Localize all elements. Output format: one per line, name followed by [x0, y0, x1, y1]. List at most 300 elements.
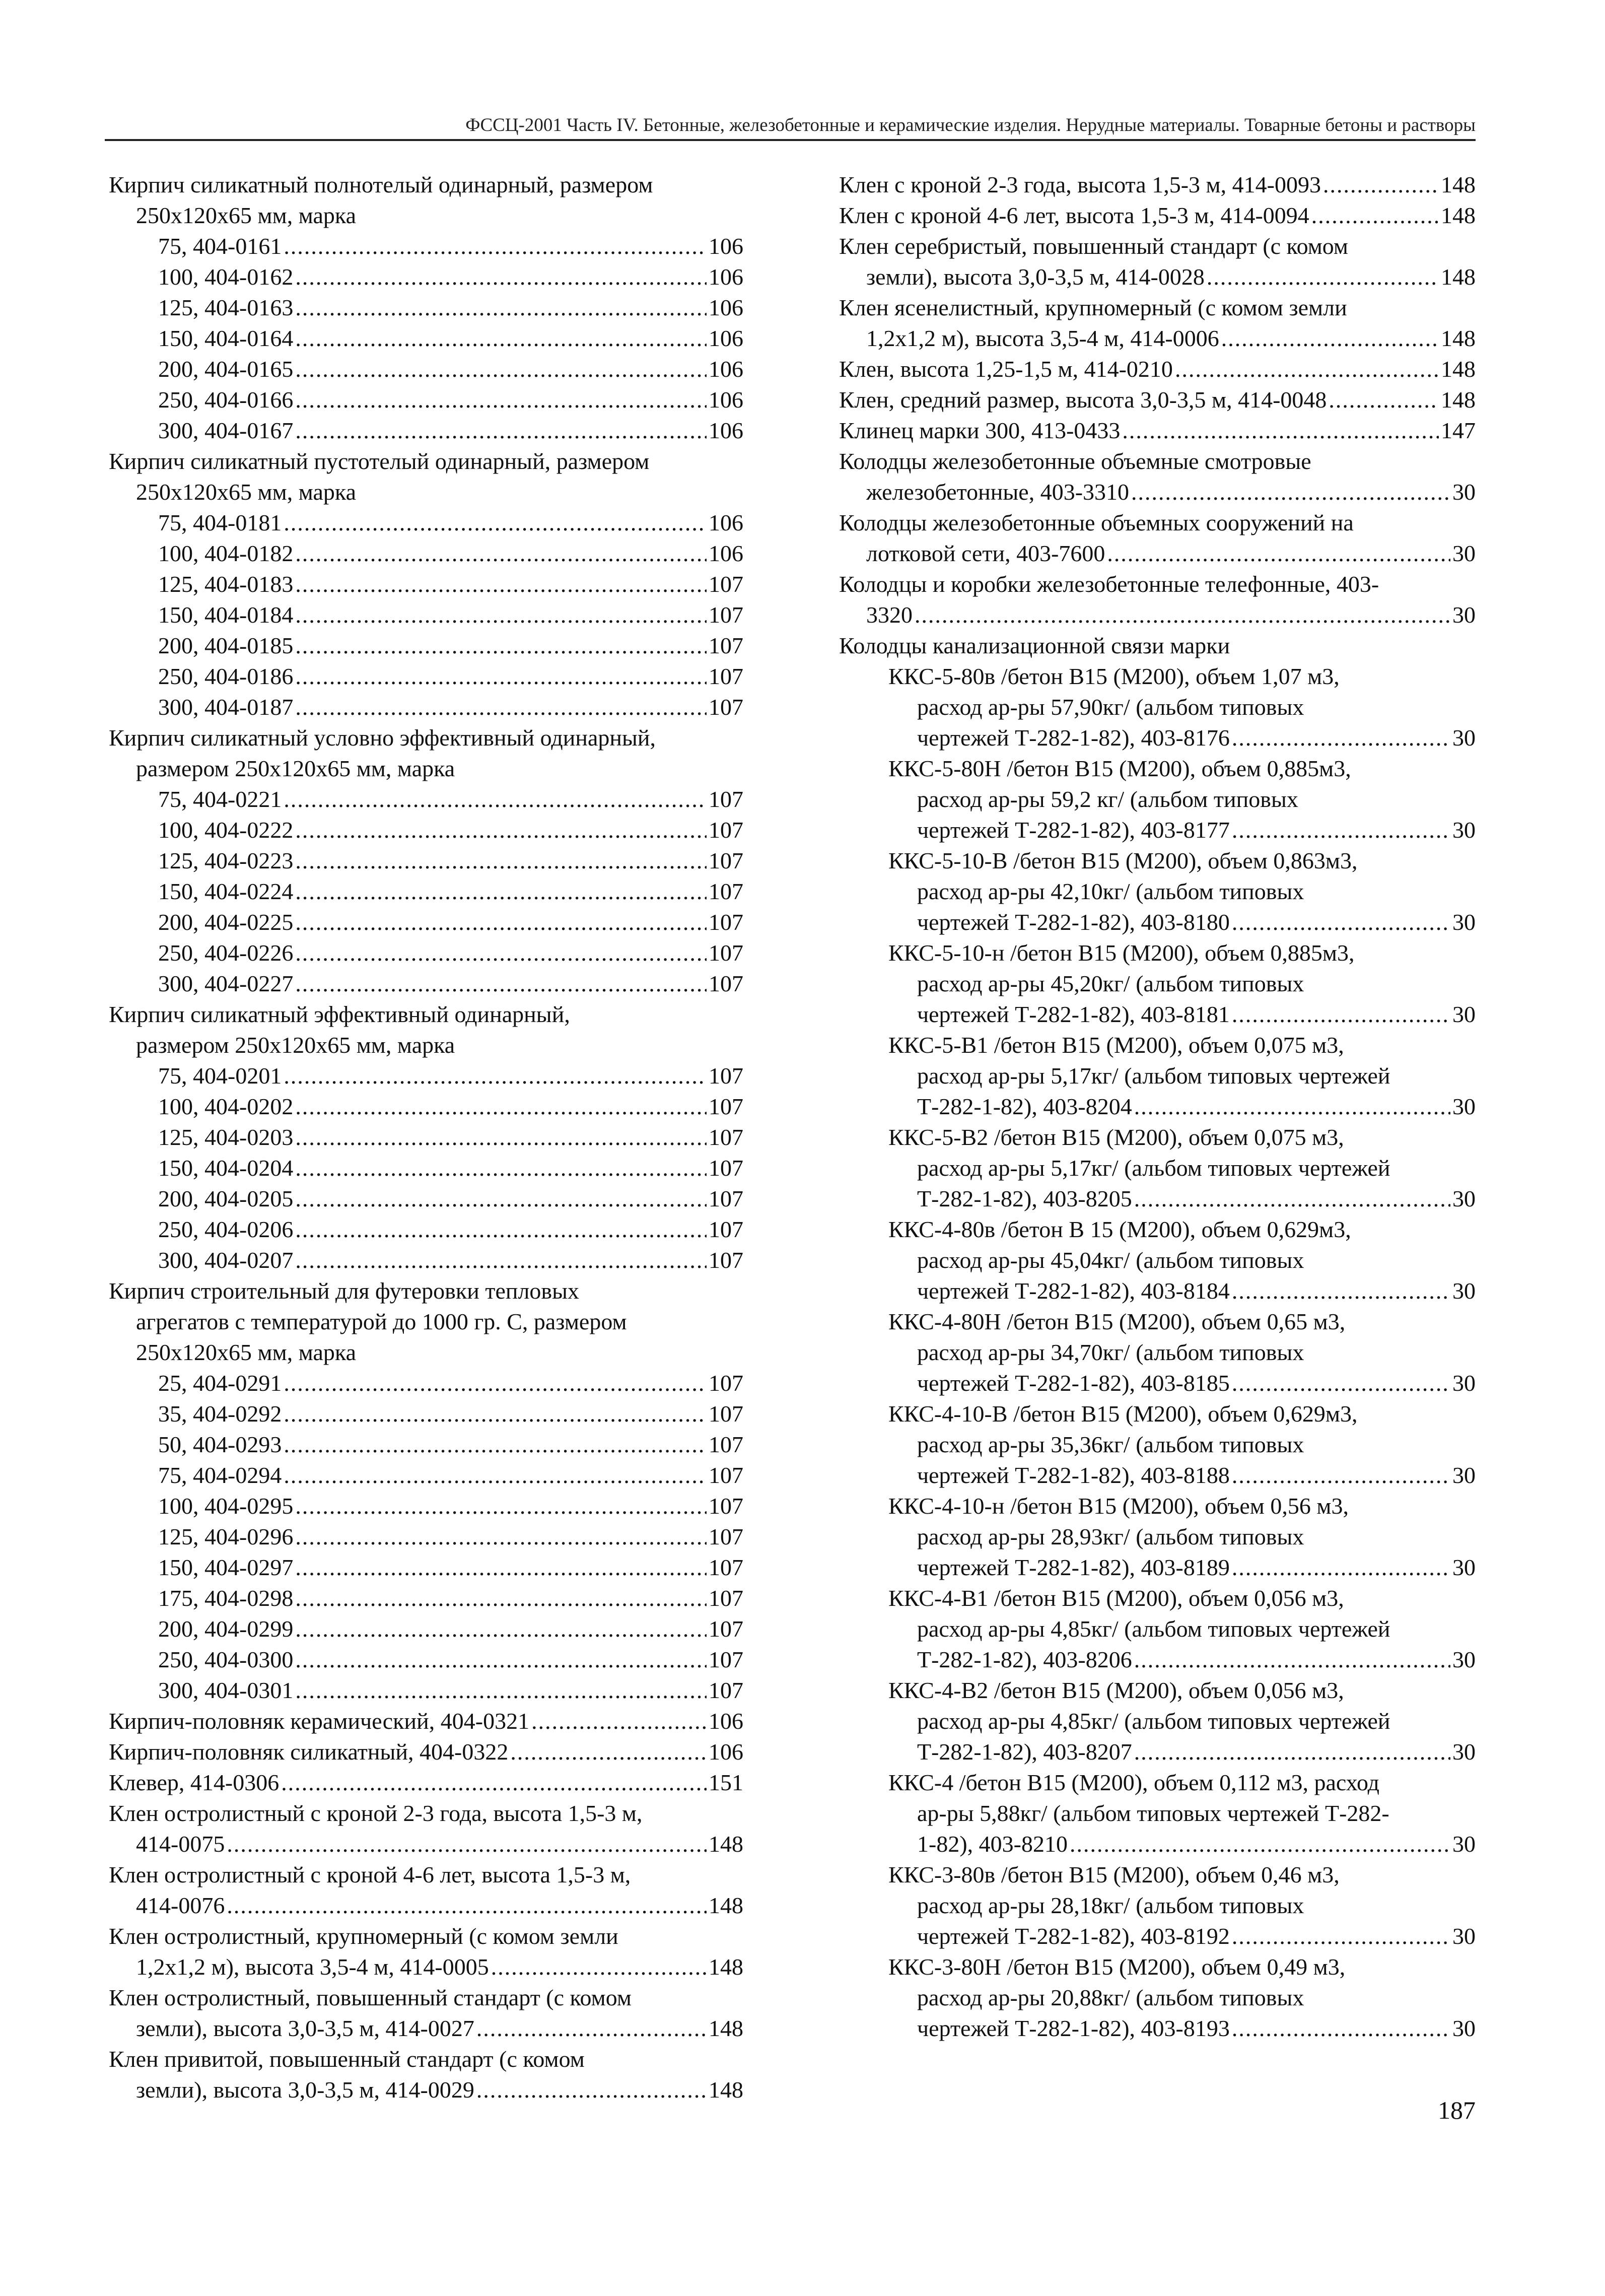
leader-dots	[1232, 999, 1450, 1030]
leader-dots	[1232, 1275, 1450, 1306]
leader-dots	[295, 1583, 707, 1613]
entry-text: чертежей Т-282-1-82), 403-8193	[917, 2015, 1230, 2041]
entry-sub-row	[109, 1398, 743, 1429]
leader-dots	[1311, 200, 1439, 231]
index-entry	[839, 292, 1476, 354]
entry-sub-row	[109, 1583, 743, 1613]
page-ref: 107	[709, 817, 743, 843]
page-ref: 148	[1441, 356, 1476, 382]
sub-entry-last-row	[839, 1921, 1476, 1951]
entry-last-row	[839, 261, 1476, 292]
entry-text: 414-0076	[136, 1893, 225, 1918]
index-entry	[109, 1859, 743, 1921]
leader-dots	[295, 815, 707, 845]
entry-text: 125, 404-0223	[158, 848, 294, 873]
page-ref: 30	[1452, 602, 1476, 628]
leader-dots	[1207, 261, 1439, 292]
index-entry	[839, 200, 1476, 231]
entry-sub-row	[109, 1153, 743, 1183]
entry-text: 150, 404-0224	[158, 879, 294, 904]
page-ref: 107	[709, 1677, 743, 1703]
page-ref: 107	[709, 663, 743, 689]
leader-dots	[1122, 415, 1439, 446]
entry-last-row	[109, 1829, 743, 1859]
entry-text: земли), высота 3,0-3,5 м, 414-0027	[136, 2015, 474, 2041]
page-ref: 147	[1441, 418, 1476, 443]
index-entry	[109, 1921, 743, 1982]
entry-text: чертежей Т-282-1-82), 403-8177	[917, 817, 1230, 843]
page-ref: 148	[709, 1954, 743, 1980]
leader-dots	[915, 599, 1450, 630]
entry-text: железобетонные, 403-3310	[866, 479, 1130, 505]
entry-text: 150, 404-0297	[158, 1555, 294, 1580]
page-ref: 106	[709, 264, 743, 290]
entry-text: 35, 404-0292	[158, 1401, 282, 1427]
page-ref: 30	[1452, 725, 1476, 751]
entry-sub-row	[109, 323, 743, 354]
entry-sub-row	[109, 907, 743, 937]
sub-entry-line: расход ар-ры 4,85кг/ (альбом типовых чертежей	[917, 1708, 1390, 1734]
leader-dots	[295, 1521, 707, 1552]
entry-line: Клен остролистный с кроной 4-6 лет, высота 1,5-3 м,	[109, 1862, 631, 1887]
leader-dots	[295, 354, 707, 384]
leader-dots	[295, 1122, 707, 1153]
leader-dots	[227, 1890, 707, 1921]
leader-dots	[295, 538, 707, 569]
page-ref: 106	[709, 325, 743, 351]
entry-text: 125, 404-0296	[158, 1524, 294, 1549]
entry-last-row	[839, 599, 1476, 630]
entry-text: 125, 404-0183	[158, 571, 294, 597]
sub-entry-line: ар-ры 5,88кг/ (альбом типовых чертежей Т-282-	[917, 1800, 1389, 1826]
entry-text: 100, 404-0295	[158, 1493, 294, 1519]
leader-dots	[1134, 1091, 1450, 1122]
entry-line: 250х120х65 мм, марка	[136, 479, 356, 505]
leader-dots	[1232, 1921, 1450, 1951]
entry-sub-row	[109, 1245, 743, 1275]
entry-sub-row	[109, 569, 743, 599]
page-ref: 107	[709, 633, 743, 658]
entry-last-row	[109, 1706, 743, 1736]
index-entry	[839, 446, 1476, 507]
page-ref: 151	[709, 1770, 743, 1795]
index-column-right	[839, 169, 1476, 2044]
leader-dots	[295, 630, 707, 661]
leader-dots	[1232, 2013, 1450, 2044]
page-ref: 106	[709, 1739, 743, 1765]
page-ref: 107	[709, 694, 743, 720]
sub-entry-last-row	[839, 1552, 1476, 1583]
entry-line: 250х120х65 мм, марка	[136, 202, 356, 228]
page-ref: 107	[709, 786, 743, 812]
entry-text: Т-282-1-82), 403-8205	[917, 1186, 1132, 1211]
entry-line: Колодцы железобетонные объемных сооружений на	[839, 510, 1354, 535]
entry-sub-row	[109, 507, 743, 538]
leader-dots	[1232, 722, 1450, 753]
page-ref: 148	[1441, 387, 1476, 413]
entry-text: 1,2х1,2 м), высота 3,5-4 м, 414-0005	[136, 1954, 489, 1980]
leader-dots	[295, 1214, 707, 1245]
sub-entry-line: расход ар-ры 57,90кг/ (альбом типовых	[917, 694, 1304, 720]
leader-dots	[1107, 538, 1450, 569]
leader-dots	[295, 845, 707, 876]
entry-last-row	[839, 354, 1476, 384]
page-ref: 30	[1452, 1555, 1476, 1580]
leader-dots	[295, 569, 707, 599]
leader-dots	[295, 1613, 707, 1644]
leader-dots	[295, 1552, 707, 1583]
sub-entry-last-row	[839, 1829, 1476, 1859]
entry-sub-row	[109, 630, 743, 661]
entry-last-row	[109, 2074, 743, 2105]
leader-dots	[295, 661, 707, 692]
page-ref: 30	[1452, 1831, 1476, 1857]
sub-entry-line: расход ар-ры 34,70кг/ (альбом типовых	[917, 1339, 1304, 1365]
entry-text: 175, 404-0298	[158, 1585, 294, 1611]
entry-line: 250х120х65 мм, марка	[136, 1339, 356, 1365]
entry-sub-row	[109, 1429, 743, 1460]
leader-dots	[295, 968, 707, 999]
page-ref: 107	[709, 1155, 743, 1181]
page-ref: 106	[709, 387, 743, 413]
page-ref: 30	[1452, 1094, 1476, 1119]
entry-text: 1,2х1,2 м), высота 3,5-4 м, 414-0006	[866, 325, 1219, 351]
page-ref: 107	[709, 971, 743, 996]
entry-last-row	[839, 415, 1476, 446]
leader-dots	[476, 2074, 707, 2105]
page-ref: 107	[709, 879, 743, 904]
entry-sub-row	[109, 354, 743, 384]
page-ref: 30	[1452, 1739, 1476, 1765]
entry-text: 75, 404-0201	[158, 1063, 282, 1089]
sub-entry-line: расход ар-ры 4,85кг/ (альбом типовых чертежей	[917, 1616, 1390, 1642]
leader-dots	[295, 599, 707, 630]
index-column-left	[109, 169, 743, 2105]
entry-text: 200, 404-0299	[158, 1616, 294, 1642]
page-ref: 107	[709, 848, 743, 873]
entry-sub-row	[109, 415, 743, 446]
page-ref: 148	[1441, 264, 1476, 290]
leader-dots	[531, 1706, 707, 1736]
entry-line: Кирпич силикатный пустотелый одинарный, размером	[109, 448, 650, 474]
entry-line: Кирпич строительный для футеровки тепловых	[109, 1278, 580, 1304]
index-entry	[109, 1798, 743, 1859]
running-header	[105, 101, 1476, 141]
index-entry	[839, 354, 1476, 384]
entry-text: 75, 404-0221	[158, 786, 282, 812]
entry-line: Клен остролистный, повышенный стандарт (с комом	[109, 1985, 632, 2010]
leader-dots	[1070, 1829, 1450, 1859]
entry-sub-row	[109, 261, 743, 292]
page-ref: 106	[709, 356, 743, 382]
page-ref: 107	[709, 1063, 743, 1089]
entry-text: 150, 404-0164	[158, 325, 294, 351]
entry-line: Колодцы канализационной связи марки	[839, 633, 1230, 658]
sub-entry-last-row	[839, 1368, 1476, 1398]
entry-text: 150, 404-0184	[158, 602, 294, 628]
entry-last-row	[109, 1736, 743, 1767]
entry-sub-row	[109, 876, 743, 907]
entry-text: Клен, средний размер, высота 3,0-3,5 м, 414-0048	[839, 387, 1327, 413]
page-ref: 107	[709, 1524, 743, 1549]
sub-entry-line: ККС-4-В2 /бетон В15 (М200), объем 0,056 м3,	[888, 1677, 1344, 1703]
leader-dots	[284, 1060, 707, 1091]
entry-line: Колодцы и коробки железобетонные телефонные, 403-	[839, 571, 1379, 597]
entry-text: 200, 404-0165	[158, 356, 294, 382]
entry-text: Клен с кроной 4-6 лет, высота 1,5-3 м, 414-0094	[839, 202, 1309, 228]
page-ref: 107	[709, 1585, 743, 1611]
page-ref: 106	[709, 510, 743, 535]
index-entry	[109, 446, 743, 722]
entry-line: агрегатов с температурой до 1000 гр. С, размером	[136, 1309, 627, 1334]
entry-sub-row	[109, 1214, 743, 1245]
index-entry	[109, 1767, 743, 1798]
sub-entry-line: ККС-5-10-В /бетон В15 (М200), объем 0,863м3,	[888, 848, 1358, 873]
entry-text: Клевер, 414-0306	[109, 1770, 280, 1795]
leader-dots	[295, 876, 707, 907]
index-entry	[109, 1706, 743, 1736]
index-entry	[109, 1275, 743, 1706]
sub-entry-line: ККС-4 /бетон В15 (М200), объем 0,112 м3, расход	[888, 1770, 1380, 1795]
sub-entry-line: ККС-4-80в /бетон В 15 (М200), объем 0,629м3,	[888, 1217, 1351, 1242]
leader-dots	[295, 1675, 707, 1706]
sub-entry-line: ККС-4-В1 /бетон В15 (М200), объем 0,056 м3,	[888, 1585, 1344, 1611]
entry-text: Т-282-1-82), 403-8207	[917, 1739, 1132, 1765]
entry-text: 300, 404-0167	[158, 418, 294, 443]
entry-sub-row	[109, 1368, 743, 1398]
index-entry	[839, 569, 1476, 630]
entry-line: Клен ясенелистный, крупномерный (с комом земли	[839, 295, 1347, 320]
sub-entry-line: расход ар-ры 20,88кг/ (альбом типовых	[917, 1985, 1304, 2010]
page-ref: 106	[709, 233, 743, 259]
entry-text: 150, 404-0204	[158, 1155, 294, 1181]
sub-entry-line: расход ар-ры 5,17кг/ (альбом типовых чертежей	[917, 1155, 1390, 1181]
entry-line: Клен остролистный с кроной 2-3 года, высота 1,5-3 м,	[109, 1800, 643, 1826]
index-entry	[109, 722, 743, 999]
entry-sub-row	[109, 1644, 743, 1675]
entry-text: 250, 404-0186	[158, 663, 294, 689]
sub-entry-last-row	[839, 999, 1476, 1030]
sub-entry-line: расход ар-ры 28,93кг/ (альбом типовых	[917, 1524, 1304, 1549]
page-ref: 107	[709, 571, 743, 597]
leader-dots	[1134, 1183, 1450, 1214]
sub-entry-last-row	[839, 2013, 1476, 2044]
entry-line: размером 250х120х65 мм, марка	[136, 1032, 455, 1058]
entry-text: 250, 404-0206	[158, 1217, 294, 1242]
leader-dots	[1232, 815, 1450, 845]
entry-sub-row	[109, 661, 743, 692]
entry-line: Кирпич силикатный эффективный одинарный,	[109, 1001, 570, 1027]
entry-line: Клен привитой, повышенный стандарт (с комом	[109, 2046, 585, 2072]
leader-dots	[295, 1183, 707, 1214]
index-entry	[109, 169, 743, 446]
entry-text: 250, 404-0166	[158, 387, 294, 413]
entry-sub-row	[109, 292, 743, 323]
page-ref: 107	[709, 1432, 743, 1457]
index-entry	[109, 1736, 743, 1767]
sub-entry-line: ККС-5-В1 /бетон В15 (М200), объем 0,075 м3,	[888, 1032, 1344, 1058]
entry-line: Клен остролистный, крупномерный (с комом земли	[109, 1923, 618, 1949]
leader-dots	[284, 1368, 707, 1398]
index-entry	[839, 630, 1476, 2044]
entry-sub-row	[109, 937, 743, 968]
entry-text: чертежей Т-282-1-82), 403-8184	[917, 1278, 1230, 1304]
leader-dots	[295, 692, 707, 722]
entry-text: 50, 404-0293	[158, 1432, 282, 1457]
entry-text: 200, 404-0205	[158, 1186, 294, 1211]
entry-text: 125, 404-0203	[158, 1124, 294, 1150]
entry-line: размером 250х120х65 мм, марка	[136, 756, 455, 781]
page-ref: 107	[709, 1493, 743, 1519]
entry-text: 100, 404-0222	[158, 817, 294, 843]
leader-dots	[1232, 1552, 1450, 1583]
entry-last-row	[109, 2013, 743, 2044]
page-ref: 107	[709, 602, 743, 628]
entry-text: 300, 404-0207	[158, 1247, 294, 1273]
page-ref: 30	[1452, 817, 1476, 843]
leader-dots	[295, 415, 707, 446]
page-ref: 30	[1452, 1278, 1476, 1304]
index-entry	[839, 169, 1476, 200]
leader-dots	[295, 1091, 707, 1122]
page-ref: 106	[709, 295, 743, 320]
entry-text: Кирпич-половняк керамический, 404-0321	[109, 1708, 530, 1734]
entry-text: лотковой сети, 403-7600	[866, 541, 1105, 566]
leader-dots	[295, 384, 707, 415]
entry-text: Кирпич-половняк силикатный, 404-0322	[109, 1739, 509, 1765]
entry-sub-row	[109, 1060, 743, 1091]
page-ref: 107	[709, 909, 743, 935]
page-ref: 30	[1452, 1186, 1476, 1211]
entry-line: Кирпич силикатный полнотелый одинарный, размером	[109, 172, 653, 197]
leader-dots	[295, 323, 707, 354]
leader-dots	[295, 907, 707, 937]
leader-dots	[295, 1245, 707, 1275]
entry-text: чертежей Т-282-1-82), 403-8176	[917, 725, 1230, 751]
entry-text: чертежей Т-282-1-82), 403-8185	[917, 1370, 1230, 1396]
entry-line: Колодцы железобетонные объемные смотровые	[839, 448, 1311, 474]
entry-text: 100, 404-0182	[158, 541, 294, 566]
entry-text: 75, 404-0181	[158, 510, 282, 535]
sub-entry-line: ККС-5-10-н /бетон В15 (М200), объем 0,885м3,	[888, 940, 1355, 966]
sub-entry-line: ККС-3-80Н /бетон В15 (М200), объем 0,49 м3,	[888, 1954, 1346, 1980]
leader-dots	[1134, 1736, 1450, 1767]
entry-sub-row	[109, 1460, 743, 1491]
page-ref: 107	[709, 940, 743, 966]
entry-text: чертежей Т-282-1-82), 403-8181	[917, 1001, 1230, 1027]
entry-text: 100, 404-0202	[158, 1094, 294, 1119]
sub-entry-line: ККС-3-80в /бетон В15 (М200), объем 0,46 м3,	[888, 1862, 1340, 1887]
index-entry	[839, 384, 1476, 415]
page-ref: 107	[709, 1124, 743, 1150]
leader-dots	[284, 784, 707, 815]
entry-text: Клинец марки 300, 413-0433	[839, 418, 1121, 443]
entry-last-row	[839, 538, 1476, 569]
page-ref: 30	[1452, 1923, 1476, 1949]
entry-text: 100, 404-0162	[158, 264, 294, 290]
entry-sub-row	[109, 845, 743, 876]
leader-dots	[491, 1951, 707, 1982]
sub-entry-line: ККС-4-10-В /бетон В15 (М200), объем 0,629м3,	[888, 1401, 1358, 1427]
page-ref: 106	[709, 1708, 743, 1734]
sub-entry-last-row	[839, 1275, 1476, 1306]
entry-text: Клен, высота 1,25-1,5 м, 414-0210	[839, 356, 1173, 382]
leader-dots	[295, 1491, 707, 1521]
leader-dots	[295, 1644, 707, 1675]
entry-sub-row	[109, 599, 743, 630]
entry-sub-row	[109, 1183, 743, 1214]
leader-dots	[284, 231, 707, 261]
page-ref: 106	[709, 541, 743, 566]
index-entry	[109, 999, 743, 1275]
page-ref: 148	[1441, 172, 1476, 197]
page-ref: 30	[1452, 2015, 1476, 2041]
index-entry	[109, 2044, 743, 2105]
entry-sub-row	[109, 538, 743, 569]
sub-entry-last-row	[839, 815, 1476, 845]
leader-dots	[227, 1829, 707, 1859]
entry-sub-row	[109, 1122, 743, 1153]
leader-dots	[281, 1767, 707, 1798]
leader-dots	[1175, 354, 1439, 384]
page-ref: 107	[709, 1647, 743, 1672]
entry-sub-row	[109, 1552, 743, 1583]
entry-line: Кирпич силикатный условно эффективный одинарный,	[109, 725, 656, 751]
entry-sub-row	[109, 968, 743, 999]
leader-dots	[295, 292, 707, 323]
sub-entry-line: расход ар-ры 59,2 кг/ (альбом типовых	[917, 786, 1298, 812]
index-entry	[839, 507, 1476, 569]
entry-sub-row	[109, 815, 743, 845]
sub-entry-line: расход ар-ры 45,04кг/ (альбом типовых	[917, 1247, 1304, 1273]
leader-dots	[1232, 1460, 1450, 1491]
sub-entry-line: расход ар-ры 42,10кг/ (альбом типовых	[917, 879, 1304, 904]
entry-last-row	[839, 384, 1476, 415]
sub-entry-line: ККС-4-80Н /бетон В15 (М200), объем 0,65 м3,	[888, 1309, 1346, 1334]
entry-sub-row	[109, 692, 743, 722]
entry-sub-row	[109, 1491, 743, 1521]
entry-last-row	[839, 200, 1476, 231]
page-ref: 107	[709, 1555, 743, 1580]
entry-sub-row	[109, 1675, 743, 1706]
entry-sub-row	[109, 1613, 743, 1644]
index-entry	[109, 1982, 743, 2044]
sub-entry-last-row	[839, 1091, 1476, 1122]
leader-dots	[1323, 169, 1439, 200]
leader-dots	[1131, 477, 1450, 507]
entry-text: чертежей Т-282-1-82), 403-8188	[917, 1462, 1230, 1488]
entry-text: 300, 404-0301	[158, 1677, 294, 1703]
sub-entry-last-row	[839, 1644, 1476, 1675]
page-ref: 106	[709, 418, 743, 443]
page-ref: 148	[709, 2077, 743, 2103]
page-ref: 107	[709, 1462, 743, 1488]
page-ref: 107	[709, 1247, 743, 1273]
sub-entry-last-row	[839, 1460, 1476, 1491]
entry-last-row	[109, 1951, 743, 1982]
entry-text: 3320	[866, 602, 913, 628]
sub-entry-last-row	[839, 722, 1476, 753]
entry-sub-row	[109, 1521, 743, 1552]
entry-last-row	[839, 169, 1476, 200]
page-ref: 30	[1452, 1001, 1476, 1027]
page-ref: 107	[709, 1616, 743, 1642]
page-ref: 148	[709, 1831, 743, 1857]
page-ref: 107	[709, 1217, 743, 1242]
page-number: 187	[1438, 2096, 1476, 2124]
page-ref: 107	[709, 1186, 743, 1211]
entry-text: 200, 404-0225	[158, 909, 294, 935]
